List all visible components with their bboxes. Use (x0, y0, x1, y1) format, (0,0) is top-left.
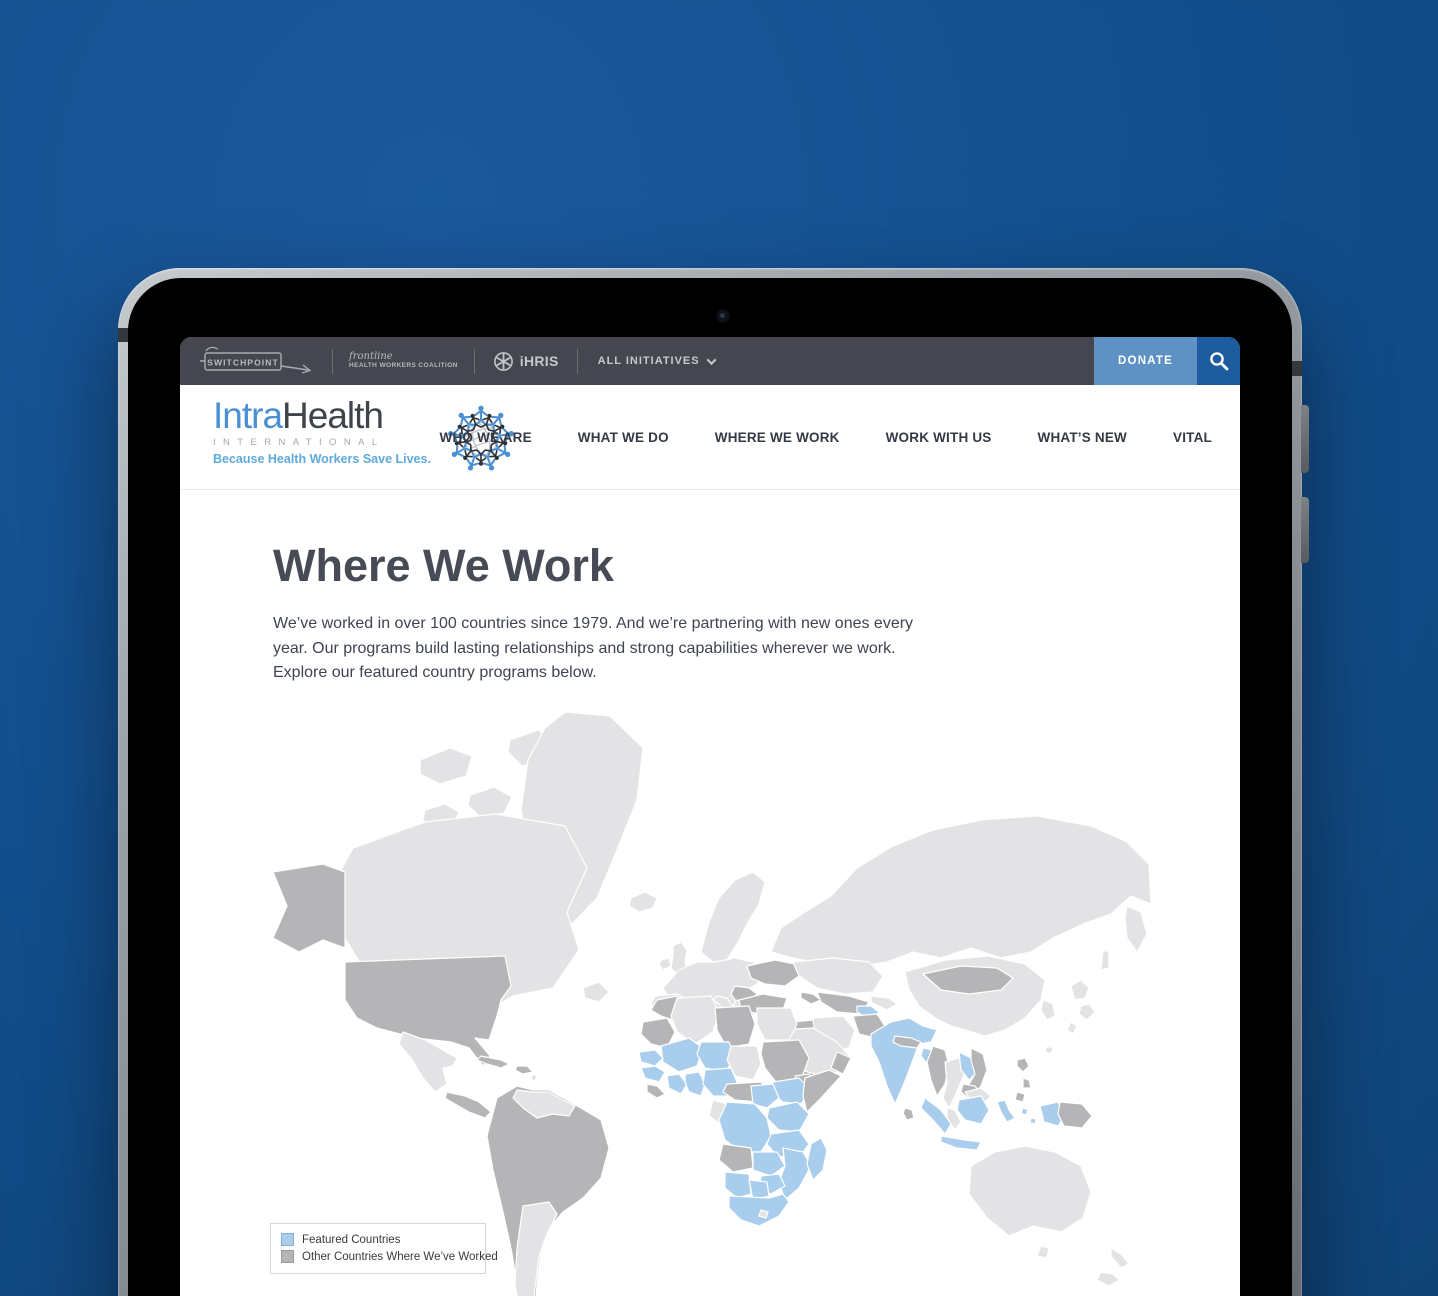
search-button[interactable] (1197, 337, 1240, 385)
volume-down-button[interactable] (1301, 497, 1309, 563)
nav-who-we-are[interactable]: WHO WE ARE (439, 429, 532, 445)
screen (180, 337, 1240, 1296)
search-icon (1208, 350, 1230, 372)
brand-subtitle: INTERNATIONAL (213, 437, 385, 448)
page-title: Where We Work (273, 540, 614, 591)
featured-swatch (281, 1233, 294, 1246)
site-header (180, 385, 1240, 490)
antenna-band (1291, 361, 1302, 376)
other-swatch (281, 1250, 294, 1263)
nav-where-we-work[interactable]: WHERE WE WORK (714, 429, 840, 445)
world-map[interactable] (265, 700, 1155, 1296)
brand-tagline: Because Health Workers Save Lives. (213, 451, 431, 466)
frontline-label: HEALTH WORKERS COALITION (349, 362, 458, 370)
other-label: Other Countries Where We’ve Worked (302, 1250, 498, 1263)
ihris-logo[interactable] (493, 351, 559, 372)
switchpoint-label: SWITCHPOINT (207, 357, 279, 368)
nav-vital[interactable]: VITAL (1173, 429, 1212, 445)
all-initiatives-dropdown[interactable] (598, 355, 715, 367)
legend-row-featured (281, 1233, 475, 1246)
divider (332, 349, 333, 374)
divider (577, 349, 578, 374)
divider (474, 349, 475, 374)
volume-up-button[interactable] (1301, 405, 1309, 473)
utility-bar (180, 337, 1240, 385)
frontline-script: frontline (349, 351, 393, 363)
all-initiatives-label: ALL INITIATIVES (597, 355, 700, 367)
nav-what-we-do[interactable]: WHAT WE DO (577, 429, 669, 445)
ihris-aperture-icon (493, 351, 514, 372)
main-navigation (440, 385, 1212, 489)
legend-row-other (281, 1250, 498, 1263)
tablet-device (118, 268, 1302, 1296)
nav-work-with-us[interactable]: WORK WITH US (885, 429, 992, 445)
chevron-down-icon (706, 355, 716, 365)
frontline-coalition-logo[interactable] (349, 352, 458, 370)
front-camera (716, 309, 730, 323)
switchpoint-logo[interactable] (198, 345, 316, 377)
nav-whats-new[interactable]: WHAT’S NEW (1037, 429, 1127, 445)
intro-paragraph: We’ve worked in over 100 countries since 1979. And we’re partnering with new ones every year. Our programs build lasting relationships and strong capabilities wherever we work. Explore our featured country programs below. (273, 615, 914, 681)
brand-name: IntraHealth (213, 395, 383, 436)
featured-label: Featured Countries (302, 1233, 401, 1246)
donate-button[interactable]: DONATE (1094, 337, 1197, 385)
page-content (180, 490, 1240, 1296)
map-legend (270, 1223, 498, 1274)
ihris-label: iHRIS (519, 353, 559, 369)
